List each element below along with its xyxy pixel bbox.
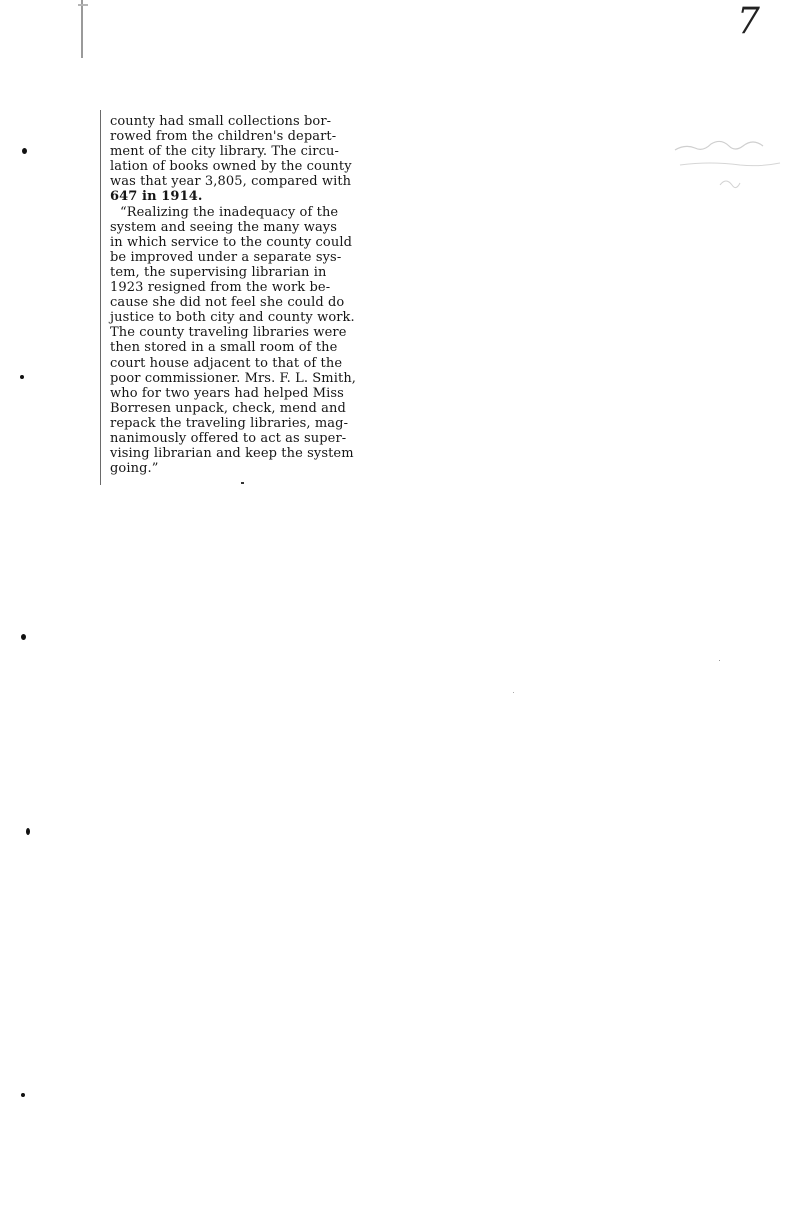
binder-hole-mark (21, 634, 26, 640)
article-line: justice to both city and county work. (110, 310, 355, 326)
article-line: then stored in a small room of the (110, 340, 338, 356)
article-line: repack the traveling libraries, mag- (110, 415, 349, 431)
stray-ink-mark (719, 660, 720, 661)
article-line: The county traveling libraries were (110, 325, 347, 341)
stray-ink-mark (513, 692, 514, 693)
article-line: “Realizing the inadequacy of the (120, 204, 339, 220)
article-line: tem, the supervising librarian in (110, 264, 327, 280)
article-line: going.” (110, 461, 159, 477)
article-line: court house adjacent to that of the (110, 355, 343, 371)
article-line: 1923 resigned from the work be- (110, 280, 331, 296)
article-line: ment of the city library. The circu- (110, 144, 339, 160)
article-line: nanimously offered to act as super- (110, 430, 347, 446)
article-line: rowed from the children's depart- (110, 129, 337, 145)
binder-hole-mark (22, 148, 27, 154)
article-line: be improved under a separate sys- (110, 249, 342, 265)
faint-pencil-notation (670, 130, 800, 220)
article-line: cause she did not feel she could do (110, 295, 345, 311)
article-line: in which service to the county could (110, 234, 353, 250)
article-line: county had small collections bor- (110, 114, 332, 129)
article-line: system and seeing the many ways (110, 219, 338, 235)
article-line: who for two years had helped Miss (110, 385, 344, 401)
article-line: 647 in 1914. (110, 189, 203, 205)
article-line: vising librarian and keep the system (110, 446, 354, 462)
page-number: 7 (737, 1, 760, 42)
binder-hole-mark (21, 1093, 25, 1097)
binder-hole-mark (26, 828, 30, 835)
article-line: Borresen unpack, check, mend and (110, 400, 346, 416)
article-text (110, 114, 390, 476)
faint-pencil-scribble (670, 130, 800, 220)
article-line: poor commissioner. Mrs. F. L. Smith, (110, 370, 357, 386)
stray-ink-mark (241, 482, 244, 484)
binder-hole-mark (20, 375, 24, 379)
article-line: lation of books owned by the county (110, 159, 352, 175)
article-line: was that year 3,805, compared with (110, 174, 352, 190)
scan-edge-line (81, 0, 83, 58)
scan-edge-tick (78, 4, 88, 6)
